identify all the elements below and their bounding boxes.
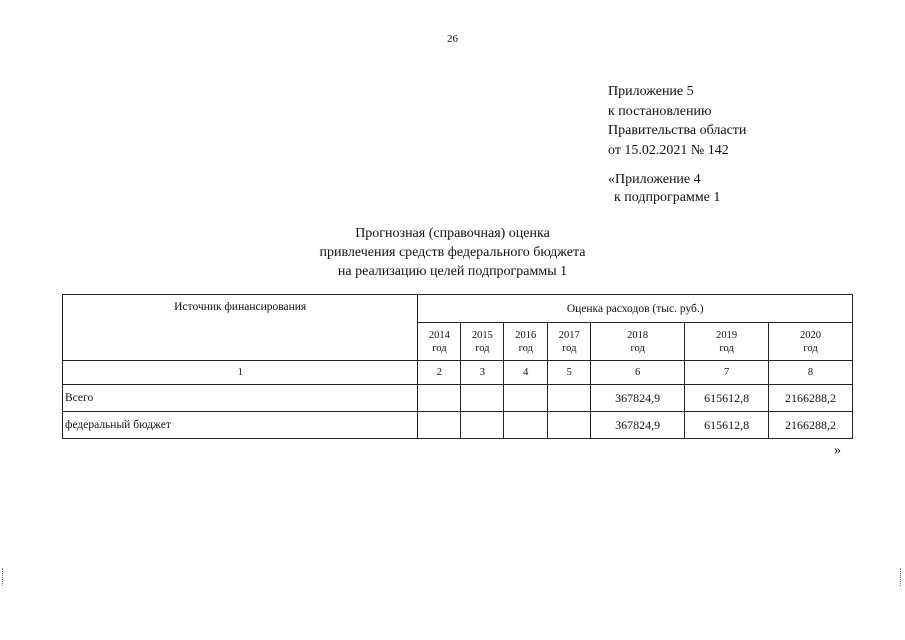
year-header: 2020 год <box>769 323 853 361</box>
column-number: 4 <box>504 361 548 385</box>
value-cell: 367824,9 <box>591 412 685 439</box>
estimate-header: Оценка расходов (тыс. руб.) <box>418 295 853 323</box>
value-cell: 615612,8 <box>685 385 769 412</box>
quote-line: к подпрограмме 1 <box>614 190 721 205</box>
appendix-line: Правительства области <box>608 123 747 138</box>
table-row <box>63 412 853 439</box>
value-cell <box>548 412 591 439</box>
scan-edge-mark <box>2 568 6 586</box>
appendix-line: к постановлению <box>608 103 712 119</box>
column-number: 2 <box>418 361 461 385</box>
value-cell <box>504 412 548 439</box>
year-header: 2017 год <box>548 323 591 361</box>
year-header: 2014 год <box>418 323 461 361</box>
quote-line: «Приложение 4 <box>608 172 701 187</box>
column-number: 1 <box>63 361 418 385</box>
appendix-reference <box>608 82 746 160</box>
column-number: 5 <box>548 361 591 385</box>
appendix-line: Приложение 5 <box>608 84 694 99</box>
value-cell <box>504 385 548 412</box>
value-cell <box>461 412 504 439</box>
title-line: на реализацию целей подпрограммы 1 <box>337 264 568 279</box>
column-number-row <box>63 361 853 385</box>
title-line: привлечения средств федерального бюджета <box>319 245 586 260</box>
value-cell <box>418 412 461 439</box>
year-header: 2016 год <box>504 323 548 361</box>
value-cell: 615612,8 <box>685 412 769 439</box>
funding-table <box>62 294 853 439</box>
table-row <box>63 385 853 412</box>
value-cell <box>548 385 591 412</box>
year-header: 2019 год <box>685 323 769 361</box>
table-header-row <box>63 295 853 323</box>
appendix-line: от 15.02.2021 № 142 <box>608 142 729 158</box>
title-line: Прогнозная (справочная) оценка <box>355 226 550 241</box>
value-cell <box>418 385 461 412</box>
page-number: 26 <box>447 33 458 45</box>
value-cell <box>461 385 504 412</box>
row-label-total: Всего <box>63 385 418 412</box>
column-number: 3 <box>461 361 504 385</box>
row-label-federal-budget: федеральный бюджет <box>63 412 418 439</box>
value-cell: 2166288,2 <box>769 412 853 439</box>
column-number: 8 <box>769 361 853 385</box>
column-number: 6 <box>591 361 685 385</box>
column-number: 7 <box>685 361 769 385</box>
quoted-appendix-reference <box>608 171 720 207</box>
year-header: 2015 год <box>461 323 504 361</box>
scan-edge-mark <box>900 568 904 586</box>
value-cell: 367824,9 <box>591 385 685 412</box>
value-cell: 2166288,2 <box>769 385 853 412</box>
closing-quote: » <box>834 443 841 458</box>
document-title <box>0 224 905 281</box>
year-header: 2018 год <box>591 323 685 361</box>
source-header: Источник финансирования <box>63 295 418 361</box>
